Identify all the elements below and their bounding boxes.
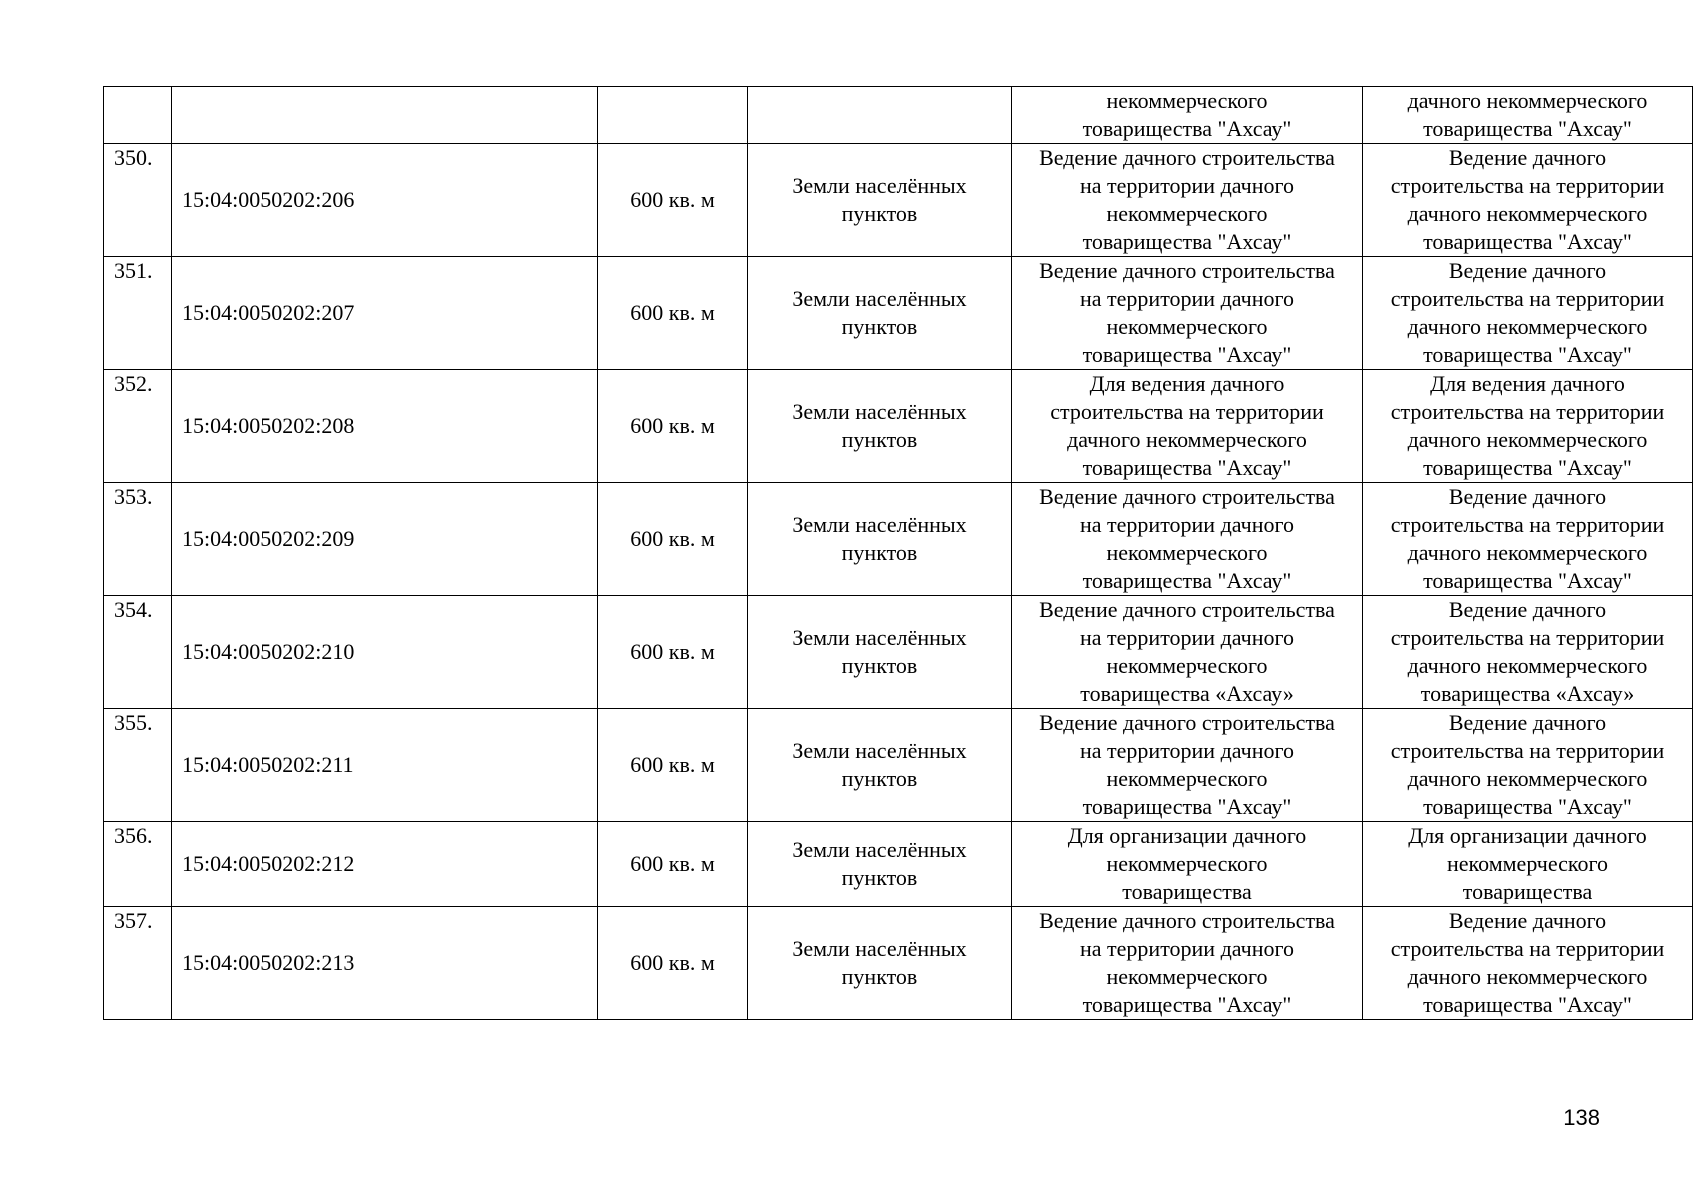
cadastral-number-cell: 15:04:0050202:209 bbox=[172, 483, 598, 596]
cadastral-number-cell: 15:04:0050202:210 bbox=[172, 596, 598, 709]
area-cell: 600 кв. м bbox=[598, 483, 748, 596]
land-category-cell: Земли населённых пунктов bbox=[748, 483, 1012, 596]
actual-use-cell: Ведение дачного строительства на территории дачного некоммерческого товарищества "Ахсау" bbox=[1363, 709, 1693, 822]
cadastral-number-cell: 15:04:0050202:213 bbox=[172, 907, 598, 1020]
land-category-cell bbox=[748, 87, 1012, 144]
area-cell bbox=[598, 87, 748, 144]
row-number-cell bbox=[104, 87, 172, 144]
land-category-cell: Земли населённых пунктов bbox=[748, 370, 1012, 483]
permitted-use-cell: Ведение дачного строительства на территории дачного некоммерческого товарищества "Ахсау" bbox=[1012, 257, 1363, 370]
table-row bbox=[104, 257, 1693, 370]
actual-use-cell: Ведение дачного строительства на территории дачного некоммерческого товарищества "Ахсау" bbox=[1363, 483, 1693, 596]
row-number-cell: 355. bbox=[104, 709, 172, 822]
row-number-cell: 354. bbox=[104, 596, 172, 709]
land-category-cell: Земли населённых пунктов bbox=[748, 596, 1012, 709]
actual-use-cell: Для организации дачного некоммерческого товарищества bbox=[1363, 822, 1693, 907]
land-plots-table bbox=[103, 86, 1693, 1020]
cadastral-number-cell: 15:04:0050202:211 bbox=[172, 709, 598, 822]
table-row bbox=[104, 596, 1693, 709]
actual-use-cell: Ведение дачного строительства на территории дачного некоммерческого товарищества «Ахсау» bbox=[1363, 596, 1693, 709]
row-number-cell: 350. bbox=[104, 144, 172, 257]
actual-use-cell: Ведение дачного строительства на территории дачного некоммерческого товарищества "Ахсау" bbox=[1363, 907, 1693, 1020]
permitted-use-cell: Ведение дачного строительства на территории дачного некоммерческого товарищества "Ахсау" bbox=[1012, 907, 1363, 1020]
cadastral-number-cell: 15:04:0050202:212 bbox=[172, 822, 598, 907]
cadastral-number-cell: 15:04:0050202:206 bbox=[172, 144, 598, 257]
cadastral-number-cell: 15:04:0050202:207 bbox=[172, 257, 598, 370]
row-number-cell: 352. bbox=[104, 370, 172, 483]
table-row bbox=[104, 144, 1693, 257]
permitted-use-cell: Ведение дачного строительства на территории дачного некоммерческого товарищества "Ахсау" bbox=[1012, 144, 1363, 257]
table-row bbox=[104, 822, 1693, 907]
row-number-cell: 353. bbox=[104, 483, 172, 596]
land-category-cell: Земли населённых пунктов bbox=[748, 257, 1012, 370]
table-row bbox=[104, 907, 1693, 1020]
row-number-cell: 356. bbox=[104, 822, 172, 907]
permitted-use-cell: Ведение дачного строительства на территории дачного некоммерческого товарищества "Ахсау" bbox=[1012, 709, 1363, 822]
area-cell: 600 кв. м bbox=[598, 144, 748, 257]
actual-use-cell: Ведение дачного строительства на территории дачного некоммерческого товарищества "Ахсау" bbox=[1363, 257, 1693, 370]
area-cell: 600 кв. м bbox=[598, 596, 748, 709]
table-row bbox=[104, 370, 1693, 483]
permitted-use-cell: Ведение дачного строительства на территории дачного некоммерческого товарищества «Ахсау» bbox=[1012, 596, 1363, 709]
area-cell: 600 кв. м bbox=[598, 370, 748, 483]
permitted-use-cell: некоммерческого товарищества "Ахсау" bbox=[1012, 87, 1363, 144]
area-cell: 600 кв. м bbox=[598, 907, 748, 1020]
permitted-use-cell: Для ведения дачного строительства на территории дачного некоммерческого товарищества "Ахсау" bbox=[1012, 370, 1363, 483]
row-number-cell: 351. bbox=[104, 257, 172, 370]
actual-use-cell: дачного некоммерческого товарищества "Ахсау" bbox=[1363, 87, 1693, 144]
table-row bbox=[104, 483, 1693, 596]
land-category-cell: Земли населённых пунктов bbox=[748, 907, 1012, 1020]
actual-use-cell: Для ведения дачного строительства на территории дачного некоммерческого товарищества "Ахсау" bbox=[1363, 370, 1693, 483]
permitted-use-cell: Ведение дачного строительства на территории дачного некоммерческого товарищества "Ахсау" bbox=[1012, 483, 1363, 596]
table-row bbox=[104, 87, 1693, 144]
cadastral-number-cell: 15:04:0050202:208 bbox=[172, 370, 598, 483]
table-row bbox=[104, 709, 1693, 822]
area-cell: 600 кв. м bbox=[598, 709, 748, 822]
area-cell: 600 кв. м bbox=[598, 822, 748, 907]
cadastral-number-cell bbox=[172, 87, 598, 144]
area-cell: 600 кв. м bbox=[598, 257, 748, 370]
actual-use-cell: Ведение дачного строительства на территории дачного некоммерческого товарищества "Ахсау" bbox=[1363, 144, 1693, 257]
page-number: 138 bbox=[1563, 1105, 1600, 1130]
row-number-cell: 357. bbox=[104, 907, 172, 1020]
land-category-cell: Земли населённых пунктов bbox=[748, 144, 1012, 257]
land-category-cell: Земли населённых пунктов bbox=[748, 709, 1012, 822]
permitted-use-cell: Для организации дачного некоммерческого товарищества bbox=[1012, 822, 1363, 907]
land-category-cell: Земли населённых пунктов bbox=[748, 822, 1012, 907]
